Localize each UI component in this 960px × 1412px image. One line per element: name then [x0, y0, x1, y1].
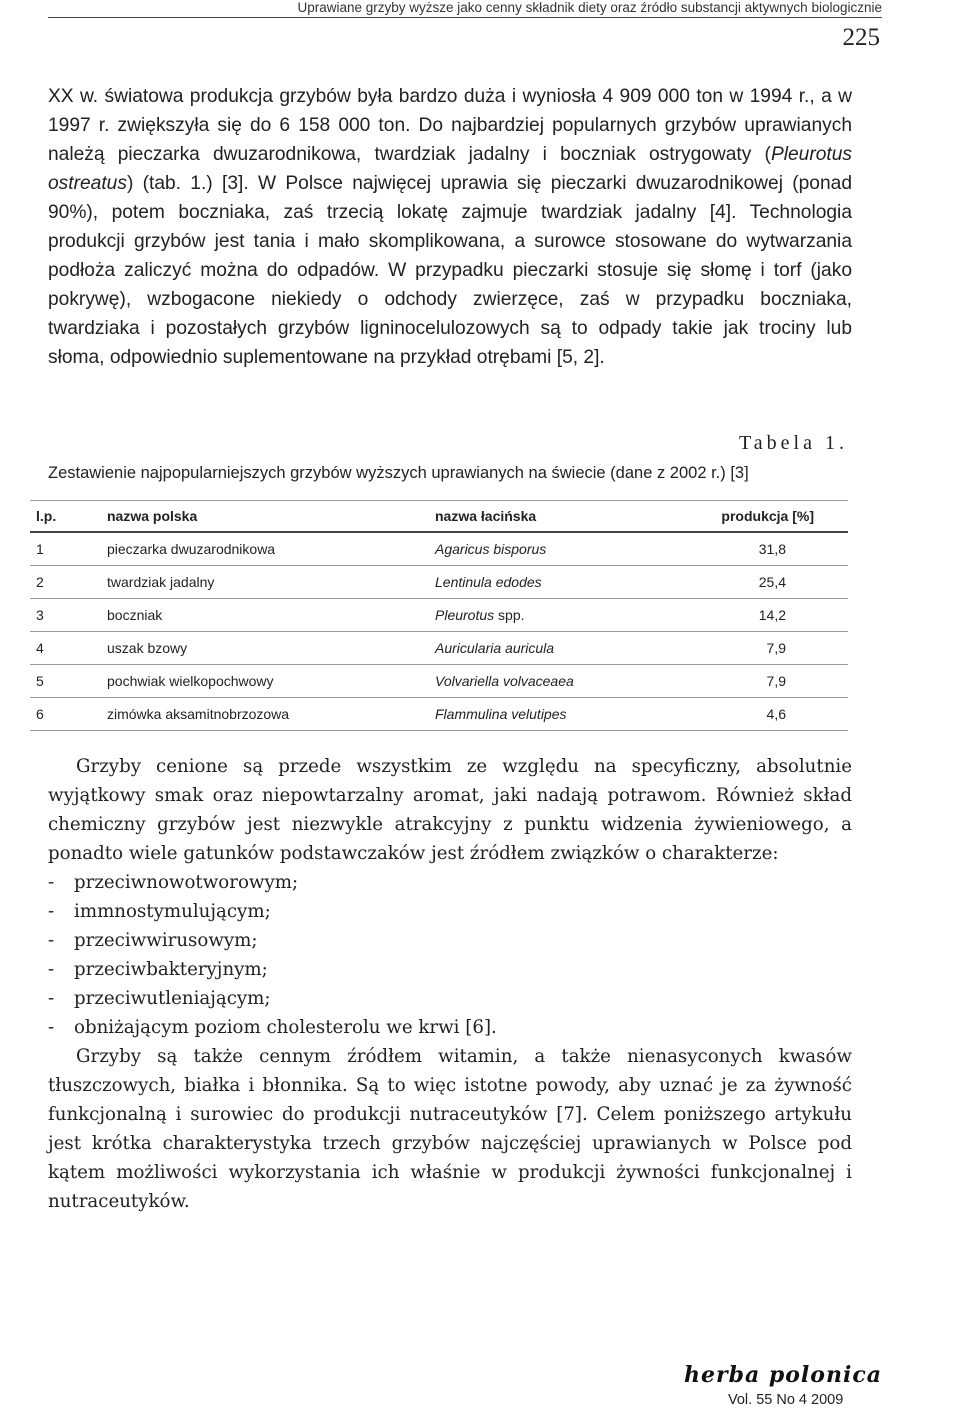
- latin-italic: Volvariella volvaceaea: [435, 673, 574, 689]
- latin-italic: Flammulina velutipes: [435, 706, 567, 722]
- intro-paragraph: [48, 82, 852, 372]
- list-item: [48, 984, 852, 1013]
- list-item: [48, 897, 852, 926]
- cell-latin-name: [435, 533, 546, 565]
- list-item-text: przeciwbakteryjnym;: [74, 959, 268, 980]
- table-row: [30, 698, 848, 731]
- body-paragraph-1: Grzyby cenione są przede wszystkim ze względu na specyficzny, absolutnie wyjątkowy smak oraz niepowtarzalny aromat, jaki nadają potrawom. Również skład chemiczny grzybów jest niezwykle atrakcyjny z punktu widzenia żywieniowego, a ponadto wiele gatunków podstawczaków jest źródłem związków o charakterze:: [48, 756, 852, 864]
- intro-text-1: XX w. światowa produkcja grzybów była bardzo duża i wyniosła 4 909 000 ton w 1994 r., a w 1997 r. zwiększyła się do 6 158 000 ton. Do najbardziej popularnych grzybów uprawianych należą pieczarka dwuzarodnikowa, twardziak jadalny i boczniak ostrygowaty (: [48, 86, 852, 165]
- intro-text-2: ) (tab. 1.) [3]. W Polsce najwięcej uprawia się pieczarki dwuzarodnikowej (ponad 90%), potem boczniaka, zaś trzecią lokatę zajmuje twardziak jadalny [4]. Technologia produkcji grzybów jest tania i mało skomplikowana, a surowce stosowane do wytwarzania podłoża zaliczyć można do odpadów. W przypadku pieczarki stosuje się słomę i torf (jako pokrywę), wzbogacone niekiedy o odchody zwierzęce, zaś w przypadku boczniaka, twardziaka i pozostałych grzybów ligninocelulozowych są to odpady takie jak trociny lub słoma, odpowiednio suplementowane na przykład otrębami [5, 2].: [48, 173, 852, 368]
- cell-polish-name: twardziak jadalny: [107, 574, 215, 590]
- body-paragraph-2: Grzyby są także cennym źródłem witamin, a także nienasyconych kwasów tłuszczowych, białka i błonnika. Są to więc istotne powody, aby uznać je za żywność funkcjonalną i surowiec do produkcji nutraceutyków [7]. Celem poniższego artykułu jest krótka charakterystyka trzech grzybów najczęściej uprawianych w Polsce pod kątem możliwości wykorzystania ich właśnie w produkcji żywności funkcjonalnej i nutraceutyków.: [48, 1046, 852, 1212]
- body-text: [48, 752, 852, 1216]
- table-caption: Zestawienie najpopularniejszych grzybów wyższych uprawianych na świecie (dane z 2002 r.) [3]: [48, 464, 749, 482]
- properties-list: [48, 868, 852, 1042]
- list-item-text: przeciwnowotworowym;: [74, 872, 299, 893]
- cell-latin-name: [435, 566, 542, 598]
- cell-lp: 4: [36, 640, 44, 656]
- list-item-text: przeciwutleniającym;: [74, 988, 271, 1009]
- cell-latin-name: [435, 632, 554, 664]
- list-item: [48, 926, 852, 955]
- list-item-text: immnostymulującym;: [74, 901, 271, 922]
- cell-lp: 2: [36, 574, 44, 590]
- running-head: Uprawiane grzyby wyższe jako cenny składnik diety oraz źródło substancji aktywnych biologicznie: [48, 0, 882, 18]
- list-marker: -: [48, 959, 55, 980]
- latin-italic: Pleurotus: [435, 607, 495, 623]
- cell-polish-name: zimówka aksamitnobrzozowa: [107, 706, 290, 722]
- table-row: [30, 632, 848, 665]
- cell-lp: 3: [36, 607, 44, 623]
- list-marker: -: [48, 901, 55, 922]
- cell-polish-name: boczniak: [107, 607, 163, 623]
- list-item-text: przeciwwirusowym;: [74, 930, 258, 951]
- table-header-row: [30, 500, 848, 533]
- data-table: [30, 500, 848, 731]
- intro-latin-name: Pleurotus ostreatus: [48, 144, 852, 194]
- issue-info: Vol. 55 No 4 2009: [728, 1392, 844, 1408]
- table-row: [30, 533, 848, 566]
- cell-production: 7,9: [766, 640, 786, 656]
- cell-latin-name: [435, 599, 525, 631]
- header-latin-name: nazwa łacińska: [435, 508, 537, 524]
- cell-production: 25,4: [758, 574, 786, 590]
- cell-production: 14,2: [758, 607, 786, 623]
- page-number: 225: [842, 24, 880, 51]
- list-marker: -: [48, 988, 55, 1009]
- latin-italic: Agaricus bisporus: [435, 541, 547, 557]
- header-lp: l.p.: [36, 508, 57, 524]
- list-marker: -: [48, 1017, 55, 1038]
- cell-lp: 5: [36, 673, 44, 689]
- table-row: [30, 599, 848, 632]
- cell-polish-name: pieczarka dwuzarodnikowa: [107, 541, 276, 557]
- cell-production: 4,6: [766, 706, 786, 722]
- cell-production: 7,9: [766, 673, 786, 689]
- cell-polish-name: pochwiak wielkopochwowy: [107, 673, 274, 689]
- table-row: [30, 665, 848, 698]
- table-row: [30, 566, 848, 599]
- cell-production: 31,8: [758, 541, 786, 557]
- cell-polish-name: uszak bzowy: [107, 640, 188, 656]
- list-marker: -: [48, 872, 55, 893]
- header-polish-name: nazwa polska: [107, 508, 198, 524]
- list-item: [48, 1013, 852, 1042]
- cell-latin-name: [435, 665, 574, 697]
- latin-italic: Auricularia auricula: [435, 640, 555, 656]
- list-marker: -: [48, 930, 55, 951]
- list-item-text: obniżającym poziom cholesterolu we krwi [6].: [74, 1017, 497, 1038]
- list-item: [48, 868, 852, 897]
- latin-suffix: spp.: [494, 607, 525, 623]
- journal-logo: herba polonica: [684, 1362, 882, 1388]
- cell-latin-name: [435, 698, 567, 730]
- latin-italic: Lentinula edodes: [435, 574, 542, 590]
- cell-lp: 1: [36, 541, 44, 557]
- header-production: produkcja [%]: [721, 508, 814, 524]
- list-item: [48, 955, 852, 984]
- cell-lp: 6: [36, 706, 44, 722]
- table-label: Tabela 1.: [738, 432, 848, 454]
